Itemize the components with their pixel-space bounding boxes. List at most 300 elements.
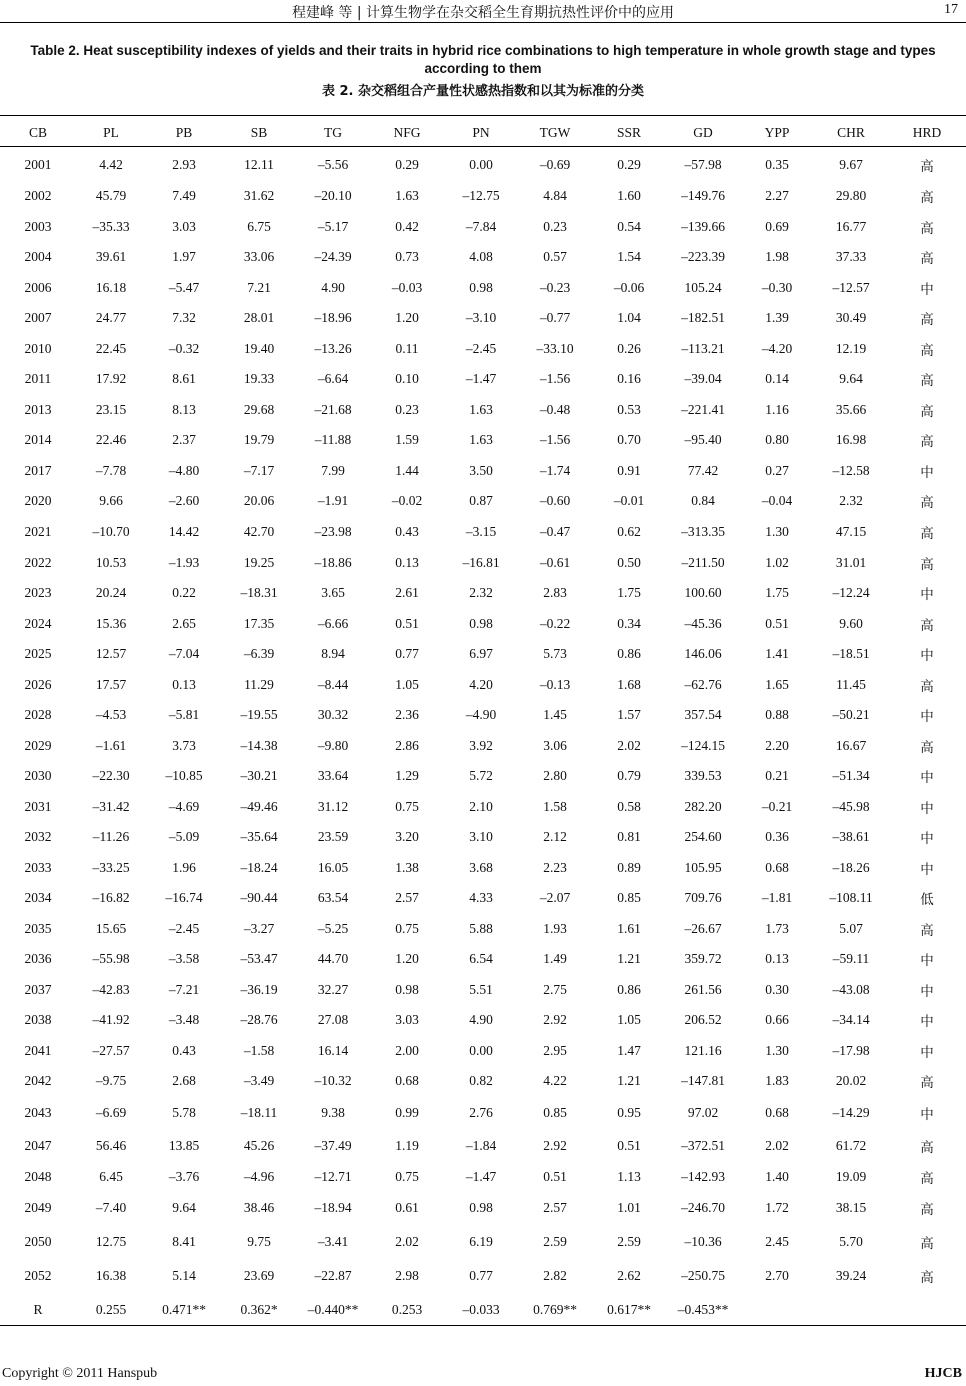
page-number: 17 [944,2,958,17]
index-value-cell: –5.47 [168,279,200,295]
index-value-cell: –49.46 [240,798,278,814]
index-value-cell: 5.51 [469,981,493,997]
index-value-cell: 1.60 [617,187,641,203]
index-value-cell: 1.97 [172,249,196,264]
index-value-cell: 2.27 [765,187,789,203]
index-value-cell: 42.70 [243,523,275,539]
index-value-cell: –6.39 [243,646,275,661]
index-value-cell: 2.68 [172,1073,196,1088]
index-value-cell: 6.97 [469,646,493,661]
index-value-cell: 2.92 [543,1137,567,1153]
index-value-cell: 2.57 [543,1200,567,1215]
index-value-cell: 206.52 [684,1012,722,1027]
index-value-cell: 30.49 [835,310,867,325]
index-value-cell: 2.45 [765,1233,789,1249]
heat-resistance-degree-cell: 高 [920,495,934,511]
index-value-cell: 0.85 [617,890,641,905]
index-value-cell: –12.58 [832,462,870,478]
index-value-cell: 0.27 [765,462,789,478]
heat-resistance-degree-cell: 中 [920,587,934,603]
index-value-cell: 4.90 [321,279,345,295]
index-value-cell: 1.41 [765,646,789,661]
index-value-cell: 0.73 [395,249,419,264]
table-row [0,1259,966,1293]
index-value-cell: 1.29 [395,768,419,783]
combination-code-cell: 2001 [24,156,52,172]
table-row [0,669,966,700]
index-value-cell: –246.70 [681,1200,725,1215]
column-header: YPP [764,124,790,140]
index-value-cell: –37.49 [314,1137,352,1153]
index-value-cell: 2.12 [543,829,567,844]
index-value-cell: 0.66 [765,1012,789,1027]
index-value-cell: 12.75 [95,1233,127,1249]
table-row [0,425,966,455]
index-value-cell: 8.41 [172,1233,196,1249]
index-value-cell: 0.11 [395,340,419,356]
column-header: GD [693,124,713,140]
heat-resistance-degree-cell: 中 [920,983,934,1000]
index-value-cell: 2.70 [765,1268,789,1283]
heat-resistance-degree-cell: 中 [920,1106,934,1123]
heat-resistance-degree-cell: 中 [920,709,934,725]
index-value-cell: –0.47 [539,523,571,539]
heat-resistance-degree-cell: 高 [920,220,934,237]
index-value-cell: 38.15 [835,1200,867,1215]
index-value-cell: 47.15 [835,523,867,539]
index-value-cell: 9.66 [99,493,123,508]
index-value-cell: 19.79 [243,432,275,447]
index-value-cell: –3.49 [243,1073,275,1088]
combination-code-cell: 2021 [24,523,52,539]
heat-resistance-degree-cell: 高 [920,312,934,328]
heat-resistance-degree-cell: 高 [920,922,934,939]
copyright-notice: Copyright © 2011 Hanspub [2,1366,158,1381]
combination-code-cell: 2003 [24,218,52,234]
index-value-cell: –35.33 [92,218,130,234]
column-header: HRD [912,124,942,140]
index-value-cell: 12.11 [244,156,274,172]
index-value-cell: 8.61 [172,371,196,386]
index-value-cell: –0.60 [539,493,571,508]
index-value-cell: 2.82 [543,1268,567,1283]
table-row [0,455,966,486]
index-value-cell: 44.70 [317,951,349,966]
combination-code-cell: 2048 [24,1169,52,1184]
index-value-cell: 2.02 [617,737,641,753]
index-value-cell: –1.84 [465,1137,497,1153]
index-value-cell: 0.50 [617,554,641,570]
index-value-cell: 3.03 [395,1012,419,1027]
index-value-cell: –33.10 [536,340,574,356]
index-value-cell: –21.68 [314,401,352,417]
table-row [0,791,966,822]
index-value-cell: 3.92 [469,737,493,753]
index-value-cell: 0.77 [469,1268,493,1283]
heat-resistance-degree-cell: 中 [920,953,934,969]
index-value-cell: 282.20 [684,798,722,814]
index-value-cell: 0.29 [395,156,419,172]
index-value-cell: –2.07 [539,890,571,905]
index-value-cell: 0.42 [395,218,419,234]
table-row [0,700,966,730]
index-value-cell: 35.66 [835,401,867,417]
index-value-cell: 1.57 [617,707,641,722]
heat-resistance-degree-cell: 中 [920,831,934,847]
index-value-cell: –3.48 [168,1012,200,1027]
index-value-cell: –7.17 [243,462,275,478]
index-value-cell: 31.01 [835,554,867,570]
index-value-cell: 20.02 [835,1073,867,1088]
index-value-cell: –45.36 [684,615,722,631]
correlation-value [888,1293,966,1327]
index-value-cell: 16.98 [835,432,867,447]
index-value-cell: 1.47 [617,1042,641,1058]
index-value-cell: –7.21 [168,981,200,997]
table-caption-chinese: 表 2. 杂交稻组合产量性状感热指数和以其为标准的分类 [321,84,645,99]
index-value-cell: 2.23 [543,859,567,875]
table-row [0,852,966,883]
index-value-cell: 4.20 [469,676,493,692]
index-value-cell: 39.24 [835,1268,867,1283]
heat-resistance-degree-cell: 高 [920,1235,934,1252]
index-value-cell: 0.79 [617,768,641,783]
index-value-cell: 146.06 [684,646,722,661]
index-value-cell: 2.80 [543,768,567,783]
index-value-cell: –18.26 [832,859,870,875]
combination-code-cell: 2042 [24,1073,52,1088]
index-value-cell: 16.38 [95,1268,127,1283]
table-row [0,242,966,272]
index-value-cell: –10.85 [165,768,203,783]
table-row [0,1005,966,1035]
index-value-cell: 23.15 [95,401,127,417]
header-divider [0,22,966,23]
index-value-cell: –10.32 [314,1073,352,1088]
index-value-cell: –1.47 [465,371,497,386]
index-value-cell: 0.84 [691,493,715,508]
index-value-cell: 1.63 [469,401,493,417]
index-value-cell: 2.61 [395,585,419,600]
column-header: SB [250,124,268,140]
index-value-cell: –0.30 [761,279,793,295]
index-value-cell: 0.98 [469,615,493,631]
table-row [0,486,966,516]
index-value-cell: –6.66 [317,615,349,631]
index-value-cell: 19.40 [243,340,275,356]
index-value-cell: 3.20 [395,829,419,844]
index-value-cell: –211.50 [681,554,725,570]
index-value-cell: –55.98 [92,951,130,966]
index-value-cell: –1.47 [465,1169,497,1184]
index-value-cell: 12.57 [95,646,127,661]
index-value-cell: –1.61 [95,737,127,753]
index-value-cell: 0.75 [395,920,419,936]
correlation-value: –0.033 [462,1302,500,1317]
table-row [0,639,966,669]
index-value-cell: 1.21 [617,951,641,966]
index-value-cell: 0.23 [543,218,567,234]
index-value-cell: –12.57 [832,279,870,295]
index-value-cell: 31.12 [317,798,349,814]
index-value-cell: –113.21 [681,340,725,356]
index-value-cell: 339.53 [684,768,722,783]
index-value-cell: 1.30 [765,1042,789,1058]
combination-code-cell: 2010 [24,340,52,356]
index-value-cell: 16.18 [95,279,127,295]
index-value-cell: 261.56 [684,981,722,997]
heat-resistance-degree-cell: 高 [920,1075,934,1091]
index-value-cell: 22.45 [95,340,127,356]
index-value-cell: 63.54 [317,890,349,905]
index-value-cell: 0.36 [765,829,789,844]
table-row [0,1066,966,1096]
index-value-cell: 1.73 [765,920,789,936]
index-value-cell: 4.33 [469,890,493,905]
index-value-cell: 0.75 [395,798,419,814]
index-value-cell: –18.94 [314,1200,352,1215]
index-value-cell: 2.93 [172,156,196,172]
index-value-cell: 0.70 [617,432,641,447]
index-value-cell: 0.98 [395,981,419,997]
index-value-cell: 0.26 [617,340,641,356]
correlation-label: R [33,1302,43,1317]
index-value-cell: –7.84 [465,218,497,234]
column-header: CHR [837,124,865,140]
index-value-cell: 2.86 [395,737,419,753]
table-row [0,913,966,944]
heat-resistance-degree-cell: 高 [920,525,934,542]
index-value-cell: 0.81 [617,829,641,844]
index-value-cell: 28.01 [243,310,275,325]
index-value-cell: 357.54 [684,707,722,722]
index-value-cell: 0.61 [395,1200,419,1215]
index-value-cell: 20.06 [243,493,275,508]
index-value-cell: 15.65 [95,920,127,936]
index-value-cell: –18.96 [314,310,352,325]
index-value-cell: –0.61 [539,554,571,570]
index-value-cell: 38.46 [243,1200,275,1215]
index-value-cell: –5.81 [168,707,200,722]
index-value-cell: 0.23 [395,401,419,417]
index-value-cell: –182.51 [681,310,725,325]
index-value-cell: –53.47 [240,951,278,966]
index-value-cell: 0.21 [765,768,789,783]
index-value-cell: 2.83 [543,585,567,600]
index-value-cell: 0.13 [765,951,789,966]
index-value-cell: 9.64 [839,371,863,386]
index-value-cell: 3.06 [543,737,567,753]
index-value-cell: 0.86 [617,981,641,997]
index-value-cell: 2.00 [395,1042,419,1058]
index-value-cell: 1.05 [617,1012,641,1027]
index-value-cell: 23.59 [317,829,349,844]
index-value-cell: –16.81 [462,554,500,570]
index-value-cell: –51.34 [832,768,870,783]
index-value-cell: –23.98 [314,523,352,539]
heat-resistance-degree-cell: 低 [920,892,934,908]
table-row [0,1129,966,1162]
index-value-cell: –1.91 [317,493,349,508]
heat-resistance-degree-cell: 中 [920,464,934,481]
journal-abbreviation: HJCB [924,1366,962,1381]
index-value-cell: 5.07 [839,920,863,936]
heat-resistance-degree-cell: 高 [920,189,934,206]
index-value-cell: –33.25 [92,859,130,875]
index-value-cell: 2.36 [395,707,419,722]
index-value-cell: –250.75 [681,1268,725,1283]
heat-resistance-degree-cell: 高 [920,1202,934,1218]
index-value-cell: 1.44 [395,462,419,478]
index-value-cell: 27.08 [317,1012,349,1027]
table-row [0,1162,966,1192]
index-value-cell: 121.16 [684,1042,722,1058]
index-value-cell: 15.36 [95,615,127,631]
table-row [0,547,966,578]
index-value-cell: 0.99 [395,1104,419,1120]
table-body [0,147,966,1327]
index-value-cell: –149.76 [681,187,725,203]
table-row [0,883,966,913]
index-value-cell: 0.75 [395,1169,419,1184]
index-value-cell: –57.98 [684,156,722,172]
index-value-cell: 29.80 [835,187,867,203]
index-value-cell: 0.69 [765,218,789,234]
index-value-cell: –7.40 [95,1200,127,1215]
combination-code-cell: 2047 [24,1137,52,1153]
index-value-cell: 8.13 [172,401,196,417]
index-value-cell: –7.78 [95,462,127,478]
index-value-cell: 16.05 [317,859,349,875]
index-value-cell: –6.69 [95,1104,127,1120]
index-value-cell: 8.94 [321,646,345,661]
combination-code-cell: 2020 [24,493,52,508]
index-value-cell: 0.53 [617,401,641,417]
index-value-cell: –38.61 [832,829,870,844]
index-value-cell: –1.56 [539,371,571,386]
index-value-cell: –43.08 [832,981,870,997]
index-value-cell: 1.61 [617,920,641,936]
index-value-cell: 1.04 [617,310,641,325]
index-value-cell: –22.30 [92,768,130,783]
index-value-cell: 12.19 [835,340,867,356]
index-value-cell: –4.90 [465,707,497,722]
index-value-cell: 0.34 [617,615,641,631]
index-value-cell: 45.79 [95,187,127,203]
combination-code-cell: 2017 [24,462,52,478]
heat-resistance-degree-cell: 中 [920,648,934,664]
heat-resistance-degree-cell: 高 [920,342,934,359]
combination-code-cell: 2011 [24,371,52,386]
index-value-cell: 0.86 [617,646,641,661]
index-value-cell: –5.17 [317,218,349,234]
index-value-cell: –3.15 [465,523,497,539]
index-value-cell: 2.20 [765,737,789,753]
heat-resistance-degree-cell: 高 [920,373,934,389]
index-value-cell: 0.91 [617,462,641,478]
index-value-cell: 7.49 [172,187,196,203]
index-value-cell: 0.51 [617,1137,641,1153]
index-value-cell: 1.39 [765,310,789,325]
correlation-value: 0.253 [391,1302,423,1317]
running-title: 程建峰 等 | 计算生物学在杂交稻全生育期抗热性评价中的应用 [291,5,675,21]
index-value-cell: 14.42 [168,523,200,539]
index-value-cell: –28.76 [240,1012,278,1027]
index-value-cell: 17.57 [95,676,127,692]
index-value-cell: 0.35 [765,156,789,172]
index-value-cell: 3.03 [172,218,196,234]
index-value-cell: 1.30 [765,523,789,539]
index-value-cell: 4.90 [469,1012,493,1027]
index-value-cell: –36.19 [240,981,278,997]
index-value-cell: 1.96 [172,859,196,875]
heat-resistance-degree-cell: 高 [920,1270,934,1286]
index-value-cell: –223.39 [681,249,725,264]
table-caption-english: Table 2. Heat susceptibility indexes of yields and their traits in hybrid rice combinations to high temperature in whole growth stage and types according to them [30,43,936,76]
index-value-cell: 359.72 [684,951,722,966]
combination-code-cell: 2031 [24,798,52,814]
index-value-cell: –12.24 [832,585,870,600]
index-value-cell: 0.54 [617,218,641,234]
index-value-cell: 2.75 [543,981,567,997]
correlation-value [740,1293,814,1327]
index-value-cell: 2.32 [839,493,863,508]
index-value-cell: 1.02 [765,554,789,570]
heat-resistance-degree-cell: 中 [920,770,934,786]
index-value-cell: –26.67 [684,920,722,936]
index-value-cell: –18.11 [240,1104,278,1120]
index-value-cell: 0.68 [765,1104,789,1120]
index-value-cell: –3.58 [168,951,200,966]
index-value-cell: 0.62 [617,523,641,539]
combination-code-cell: 2024 [24,615,52,631]
index-value-cell: 61.72 [835,1137,867,1153]
heat-resistance-degree-cell: 中 [920,861,934,878]
index-value-cell: 1.20 [395,951,419,966]
index-value-cell: 29.68 [243,401,275,417]
table-row [0,211,966,242]
combination-code-cell: 2014 [24,432,52,447]
index-value-cell: –20.10 [314,187,352,203]
index-value-cell: 5.73 [543,646,567,661]
table-row [0,516,966,547]
index-value-cell: 0.30 [765,981,789,997]
index-value-cell: 1.45 [543,707,567,722]
index-value-cell: 23.69 [243,1268,275,1283]
index-value-cell: –90.44 [240,890,278,905]
table-row [0,364,966,394]
index-value-cell: –3.27 [243,920,275,936]
index-value-cell: 16.67 [835,737,867,753]
index-value-cell: –31.42 [92,798,130,814]
combination-code-cell: 2028 [24,707,52,722]
index-value-cell: –1.58 [243,1042,275,1058]
index-value-cell: –0.32 [168,340,200,356]
index-value-cell: –2.45 [168,920,200,936]
index-value-cell: 0.98 [469,279,493,295]
table-row [0,944,966,974]
index-value-cell: 2.02 [765,1137,789,1153]
index-value-cell: 6.19 [469,1233,493,1249]
index-value-cell: –4.80 [168,462,200,478]
index-value-cell: –16.74 [165,890,203,905]
heat-resistance-degree-cell: 高 [920,739,934,756]
index-value-cell: –313.35 [681,523,725,539]
combination-code-cell: 2022 [24,554,52,570]
index-value-cell: –18.24 [240,859,278,875]
index-value-cell: 6.75 [247,218,271,234]
index-value-cell: –30.21 [240,768,278,783]
